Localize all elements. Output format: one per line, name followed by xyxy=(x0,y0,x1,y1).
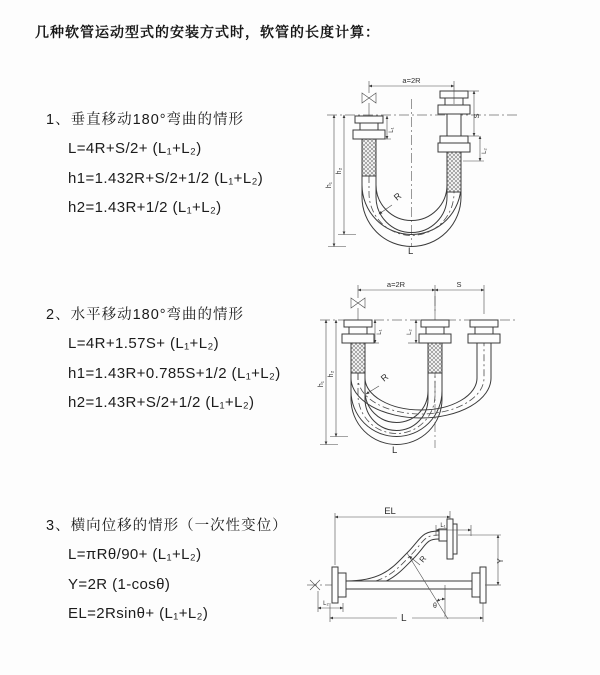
d1-dim-h2-label: h₂ xyxy=(336,167,343,175)
formula-line: L=πRθ/90+ (L₁+L₂) xyxy=(68,546,202,563)
d2-dim-s-label: S xyxy=(456,280,462,289)
d2-dim-h2-label: h₂ xyxy=(328,370,335,378)
formula-line: h2=1.43R+1/2 (L₁+L₂) xyxy=(68,199,222,216)
d1-length-label: L xyxy=(408,246,414,257)
section-lateral-displacement xyxy=(46,514,288,635)
d2-valve-symbol-icon xyxy=(351,298,365,320)
d3-dim-y-label: Y xyxy=(496,558,505,564)
d1-radius-callout xyxy=(379,190,404,214)
section-2-heading: 2、水平移动180°弯曲的情形 xyxy=(46,307,245,323)
diagram-horizontal-180-bend xyxy=(312,276,597,458)
d1-left-pipe-fitting xyxy=(353,116,385,176)
section-vertical-movement xyxy=(46,108,263,229)
d3-dim-l2-label: L₂ xyxy=(323,601,329,607)
formula-line: L=4R+1.57S+ (L₁+L₂) xyxy=(68,335,220,352)
formula-line: h1=1.432R+S/2+1/2 (L₁+L₂) xyxy=(68,169,264,187)
d1-dim-s-label: S xyxy=(472,113,481,119)
d2-dim-h1-label: h₁ xyxy=(318,380,325,388)
formula-line: EL=2Rsinθ+ (L₁+L₂) xyxy=(68,605,209,622)
formula-line: h1=1.43R+0.785S+1/2 (L₁+L₂) xyxy=(68,364,281,382)
diagram-lateral-displacement xyxy=(295,503,600,651)
d3-dim-l1-label: L₁ xyxy=(440,523,446,529)
d2-right-pipe-fitting xyxy=(468,320,500,343)
section-horizontal-movement xyxy=(46,303,281,424)
d2-dimension-lines xyxy=(318,280,484,445)
d1-dim-l1-label: L₁ xyxy=(389,127,395,133)
diagram-vertical-180-bend xyxy=(312,73,597,258)
d3-straight-pipe xyxy=(346,581,472,589)
d1-dim-a2r-label: a=2R xyxy=(402,76,421,85)
d2-centerlines xyxy=(320,296,517,448)
d2-dim-l2-label: L₂ xyxy=(407,329,413,335)
d2-length-label: L xyxy=(392,445,398,456)
d1-right-pipe-fitting xyxy=(438,91,470,192)
formula-line: h2=1.43R+S/2+1/2 (L₁+L₂) xyxy=(68,394,255,411)
d2-left-pipe-fitting xyxy=(342,320,374,373)
d2-middle-pipe-fitting xyxy=(419,320,451,373)
d1-radius-label: R xyxy=(391,190,404,203)
section-1-heading: 1、垂直移动180°弯曲的情形 xyxy=(46,112,245,128)
d2-dim-a2r-label: a=2R xyxy=(386,280,406,289)
d3-dim-l-label: L xyxy=(401,613,407,624)
formula-line: Y=2R (1-cosθ) xyxy=(68,575,171,593)
d2-dim-l1-label: L₁ xyxy=(377,329,383,335)
formula-line: L=4R+S/2+ (L₁+L₂) xyxy=(68,140,202,157)
d1-dim-h1-label: h₁ xyxy=(326,181,333,189)
d1-dimension-lines xyxy=(326,76,488,247)
page-title: 几种软管运动型式的安装方式时，软管的长度计算： xyxy=(35,24,380,40)
d1-valve-symbol-icon xyxy=(362,93,376,116)
d2-hose-curves xyxy=(351,343,491,445)
d2-radius-label: R xyxy=(378,371,391,384)
d3-radius-label: R xyxy=(417,554,429,565)
d1-dim-l2-label: L₂ xyxy=(482,148,488,154)
d3-left-flange xyxy=(332,567,346,603)
d3-dim-el-label: EL xyxy=(384,506,396,517)
d3-dimension-lines xyxy=(318,506,505,624)
d3-angle-theta-label: θ xyxy=(433,603,437,610)
d3-right-lower-flange xyxy=(472,567,486,603)
section-3-heading: 3、横向位移的情形（一次性变位） xyxy=(46,518,288,534)
